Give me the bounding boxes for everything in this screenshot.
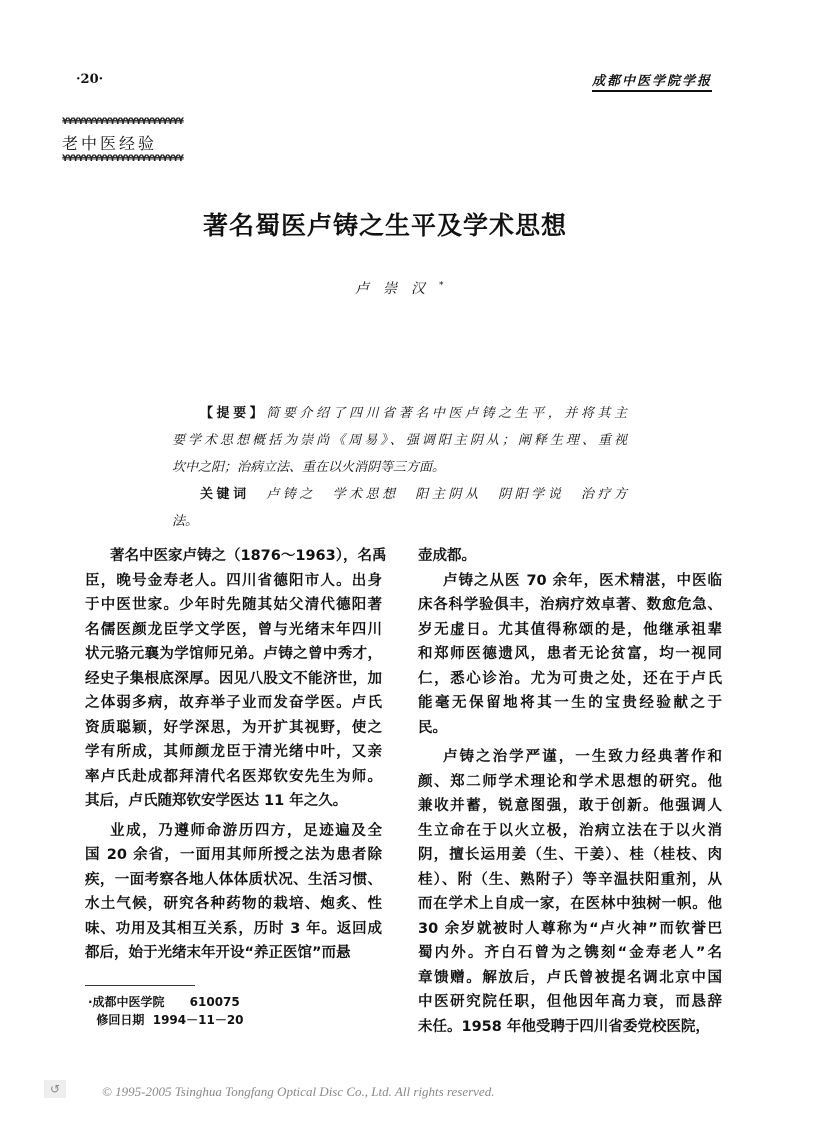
paragraph-line: 30 余岁就被时人尊称为“卢火神”而钦誉巴 <box>418 920 722 937</box>
left-column <box>85 544 387 966</box>
article-title: 著名蜀医卢铸之生平及学术思想 <box>202 211 567 240</box>
paragraph-line: 国 20 余省，一面用其师所授之法为患者除 <box>85 847 382 863</box>
journal-name: 成都中医学院学报 <box>592 70 712 92</box>
keywords-line: 关键词 卢铸之 学术思想 阳主阴从 阴阳学说 治疗方 <box>200 487 627 502</box>
author-footnote-mark: * <box>439 280 444 291</box>
paragraph-line: 岁无虚日。尤其值得称颂的是，他继承祖辈 <box>418 621 722 638</box>
paragraph-line: 卢铸之从医 70 余年，医术精湛，中医临 <box>443 572 722 589</box>
abstract <box>172 400 627 535</box>
column-decoration-bottom: ¥¥¥¥¥¥¥¥¥¥¥¥¥¥¥¥¥¥¥¥¥¥¥ <box>62 154 184 164</box>
paragraph-line: 状元骆元襄为学馆师兄弟。卢铸之曾中秀才， <box>85 646 382 662</box>
paragraph-line: 率卢氏赴成都拜清代名医郑钦安先生为师。 <box>85 768 382 785</box>
paragraph-line: 颜、郑二师学术理论和学术思想的研究。他 <box>418 773 722 790</box>
paragraph-line: 兼收并蓄，锐意图强，敢于创新。他强调人 <box>418 798 722 814</box>
paragraph-line: 都后，始于光绪末年开设“养正医馆”而悬 <box>85 945 351 961</box>
paragraph-line: 之体弱多病，故弃举子业而发奋学医。卢氏 <box>85 695 382 711</box>
paragraph-line: 疾，一面考察各地人体体质状况、生活习惯、 <box>85 871 382 888</box>
paragraph-line: 民。 <box>418 719 447 736</box>
keywords-label: 关键词 <box>200 487 250 502</box>
publisher-logo-icon: ↺ <box>44 1080 66 1098</box>
paragraph-line: 中医研究院任职，但他因年高力衰，而恳辞 <box>418 994 722 1010</box>
abstract-line: 要学术思想概括为崇尚《周易》、强调阳主阴从；阐释生理、重视 <box>172 433 627 448</box>
paragraph-line: 业成，乃遵师命游历四方，足迹遍及全 <box>110 822 382 839</box>
paragraph-line: 壶成都。 <box>418 548 476 564</box>
paragraph-line: 卢铸之治学严谨，一生致力经典著作和 <box>443 749 722 765</box>
paragraph-line: 学有所成，其师颜龙臣于清光绪中叶，又亲 <box>85 744 382 760</box>
paragraph-line: 未任。1958 年他受聘于四川省委党校医院， <box>418 1018 710 1035</box>
paragraph-line: 于中医世家。少年时先随其姑父清代德阳著 <box>85 597 382 613</box>
column-label: 老中医经验 <box>62 134 158 153</box>
paragraph-line: 桂）、附（生、熟附子）等辛温扶阳重剂，从 <box>418 871 722 888</box>
paragraph-line: 仁，悉心诊治。尤为可贵之处，还在于卢氏 <box>418 670 722 687</box>
paragraph-line: 蜀内外。齐白石曾为之镌刻“金寿老人”名 <box>418 945 722 961</box>
paragraph-line: 名儒医颜龙臣学文学医，曾与光绪末年四川 <box>85 621 382 638</box>
paragraph-line: 臣，晚号金寿老人。四川省德阳市人。出身 <box>85 572 382 589</box>
author-name: 卢崇汉 <box>355 281 439 297</box>
paragraph-line: 水土气候，研究各种药物的栽培、炮炙、性 <box>85 896 382 912</box>
page-number: ·20· <box>76 72 104 87</box>
paragraph-line: 其后，卢氏随郑钦安学医达 11 年之久。 <box>85 793 348 809</box>
paragraph-line: 资质聪颖，好学深思，为开扩其视野，使之 <box>85 719 382 736</box>
paragraph-line: 章馈赠。解放后，卢氏曾被提名调北京中国 <box>418 969 722 986</box>
abstract-line: 【提要】简要介绍了四川省著名中医卢铸之生平，并将其主 <box>200 406 627 421</box>
footnote-rule <box>85 985 195 986</box>
paragraph-line: 床各科学验俱丰，治病疗效卓著、数愈危急、 <box>418 597 722 613</box>
paragraph-line: 经史子集根底深厚。因见八股文不能济世，加 <box>85 670 382 687</box>
paragraph-line: 能毫无保留地将其一生的宝贵经验献之于 <box>418 695 722 711</box>
paragraph-line: 味、功用及其相互关系，历时 3 年。返回成 <box>85 920 382 937</box>
paragraph-line: 著名中医家卢铸之（1876～1963），名禹 <box>110 548 387 564</box>
paragraph-line: 阴，擅长运用姜（生、干姜）、桂（桂枝、肉 <box>418 847 722 863</box>
keywords-line: 法。 <box>172 514 199 529</box>
right-column <box>418 544 722 1039</box>
paragraph-line: 和郑师医德遗风，患者无论贫富，均一视同 <box>418 646 722 662</box>
paragraph-line: 而在学术上自成一家，在医林中独树一帜。他 <box>418 896 722 912</box>
column-decoration-top: ¥¥¥¥¥¥¥¥¥¥¥¥¥¥¥¥¥¥¥¥¥¥¥ <box>62 117 184 127</box>
paragraph-line: 生立命在于以火立极，治病立法在于以火消 <box>418 822 722 839</box>
copyright-notice: © 1995-2005 Tsinghua Tongfang Optical Disc Co., Ltd. All rights reserved. <box>102 1084 495 1099</box>
author <box>355 278 444 298</box>
abstract-label: 【提要】 <box>200 406 267 421</box>
abstract-line: 坎中之阳；治病立法、重在以火消阴等三方面。 <box>172 460 446 475</box>
footnote: ·成都中医学院 610075 修回日期 1994－11－20 <box>88 995 244 1027</box>
